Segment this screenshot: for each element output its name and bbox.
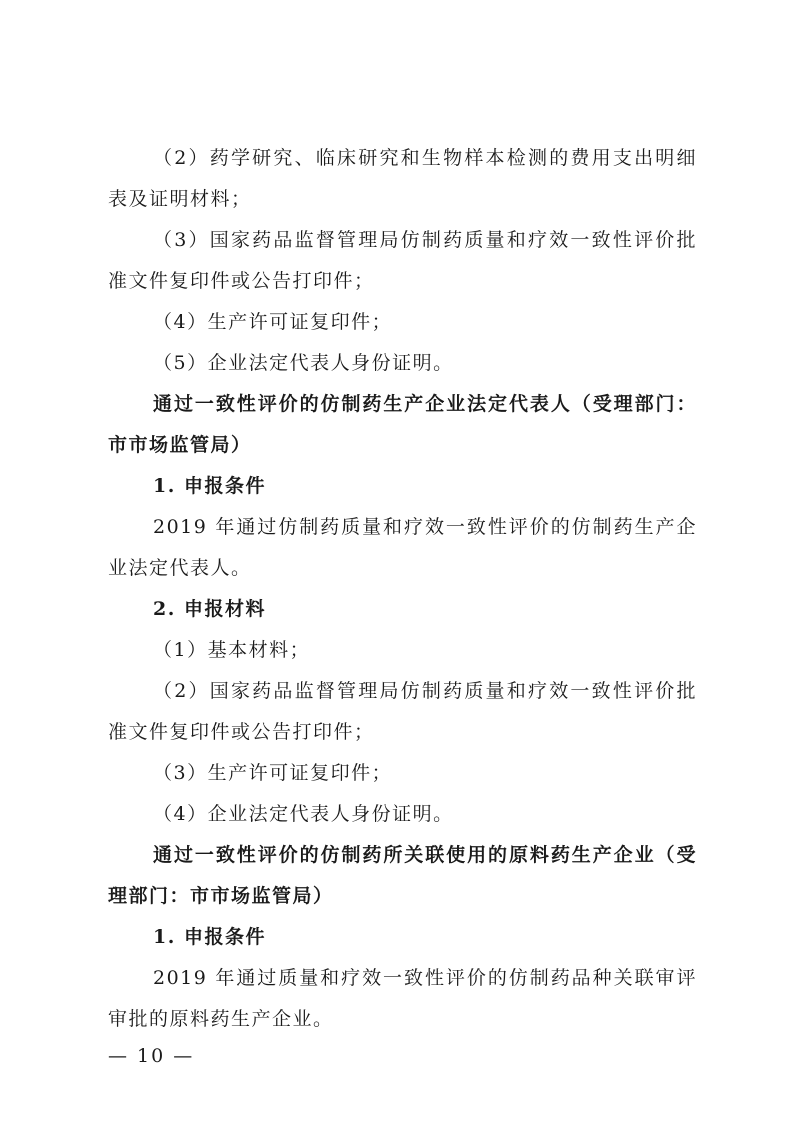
subheading: 1. 申报条件 (153, 475, 266, 497)
paragraph-line: （3）国家药品监督管理局仿制药质量和疗效一致性评价批 (153, 229, 697, 251)
paragraph-line: （3）生产许可证复印件； (153, 762, 393, 784)
paragraph-line: 准文件复印件或公告打印件； (108, 721, 375, 743)
paragraph-line: （2）国家药品监督管理局仿制药质量和疗效一致性评价批 (153, 680, 697, 702)
section-heading-line: 理部门：市市场监管局） (108, 885, 334, 907)
paragraph-line: （5）企业法定代表人身份证明。 (153, 352, 454, 374)
paragraph-line: 业法定代表人。 (108, 557, 252, 579)
section-heading-line: 通过一致性评价的仿制药所关联使用的原料药生产企业（受 (153, 844, 697, 866)
page-number: — 10 — (108, 1045, 195, 1067)
paragraph-line: （4）企业法定代表人身份证明。 (153, 803, 454, 825)
paragraph-line: （2）药学研究、临床研究和生物样本检测的费用支出明细 (153, 147, 697, 169)
section-heading-line: 通过一致性评价的仿制药生产企业法定代表人（受理部门： (153, 393, 697, 415)
paragraph-line: 2019 年通过仿制药质量和疗效一致性评价的仿制药生产企 (153, 516, 697, 538)
paragraph-line: （1）基本材料； (153, 639, 311, 661)
subheading: 2. 申报材料 (153, 598, 266, 620)
paragraph-line: 2019 年通过质量和疗效一致性评价的仿制药品种关联审评 (153, 967, 697, 989)
paragraph-line: 审批的原料药生产企业。 (108, 1008, 334, 1030)
section-heading-line: 市市场监管局） (108, 434, 252, 456)
paragraph-line: 准文件复印件或公告打印件； (108, 270, 375, 292)
subheading: 1. 申报条件 (153, 926, 266, 948)
paragraph-line: （4）生产许可证复印件； (153, 311, 393, 333)
paragraph-line: 表及证明材料； (108, 188, 252, 210)
